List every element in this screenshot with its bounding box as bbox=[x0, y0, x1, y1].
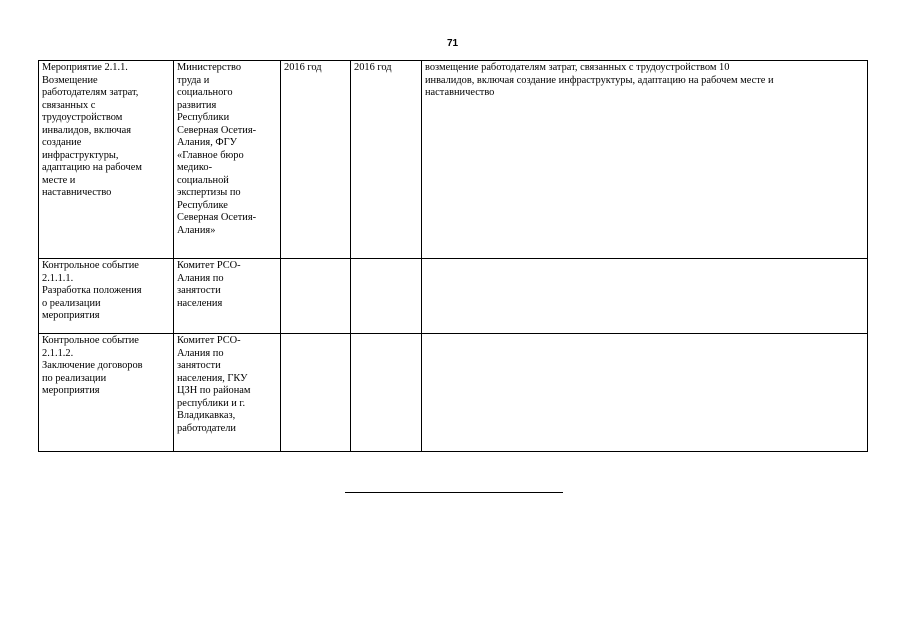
start-cell bbox=[281, 61, 351, 259]
event-text: Мероприятие 2.1.1. Возмещение работодателям затрат, связанных с трудоустройством инвалидов, включая создание инфраструктуры, адаптацию на рабочем месте и наставничество bbox=[42, 62, 142, 198]
result-cell bbox=[422, 259, 868, 334]
event-cell bbox=[39, 259, 174, 334]
table-row bbox=[39, 259, 868, 334]
start-cell bbox=[281, 334, 351, 452]
page-number: 71 bbox=[446, 38, 459, 49]
program-table bbox=[38, 60, 868, 452]
executor-text: Комитет РСО- Алания по занятости населения bbox=[177, 260, 241, 309]
end-cell bbox=[351, 61, 422, 259]
table-row bbox=[39, 61, 868, 259]
executor-cell bbox=[174, 334, 281, 452]
start-text: 2016 год bbox=[284, 62, 322, 73]
end-cell bbox=[351, 259, 422, 334]
event-cell bbox=[39, 61, 174, 259]
result-text: возмещение работодателям затрат, связанных с трудоустройством 10 инвалидов, включая создание инфраструктуры, адаптацию на рабочем месте и наставничество bbox=[425, 62, 774, 98]
footnote-separator bbox=[345, 492, 563, 493]
result-cell bbox=[422, 61, 868, 259]
executor-text: Комитет РСО- Алания по занятости населения, ГКУ ЦЗН по районам республики и г. Владикавказ, работодатели bbox=[177, 335, 251, 434]
result-cell bbox=[422, 334, 868, 452]
end-text: 2016 год bbox=[354, 62, 392, 73]
end-cell bbox=[351, 334, 422, 452]
executor-cell bbox=[174, 259, 281, 334]
table-row bbox=[39, 334, 868, 452]
event-text: Контрольное событие 2.1.1.2. Заключение договоров по реализации мероприятия bbox=[42, 335, 143, 396]
event-cell bbox=[39, 334, 174, 452]
executor-cell bbox=[174, 61, 281, 259]
event-text: Контрольное событие 2.1.1.1. Разработка положения о реализации мероприятия bbox=[42, 260, 142, 321]
start-cell bbox=[281, 259, 351, 334]
executor-text: Министерство труда и социального развития Республики Северная Осетия- Алания, ФГУ «Главное бюро медико- социальной экспертизы по Республике Северная Осетия- Алания» bbox=[177, 62, 257, 236]
